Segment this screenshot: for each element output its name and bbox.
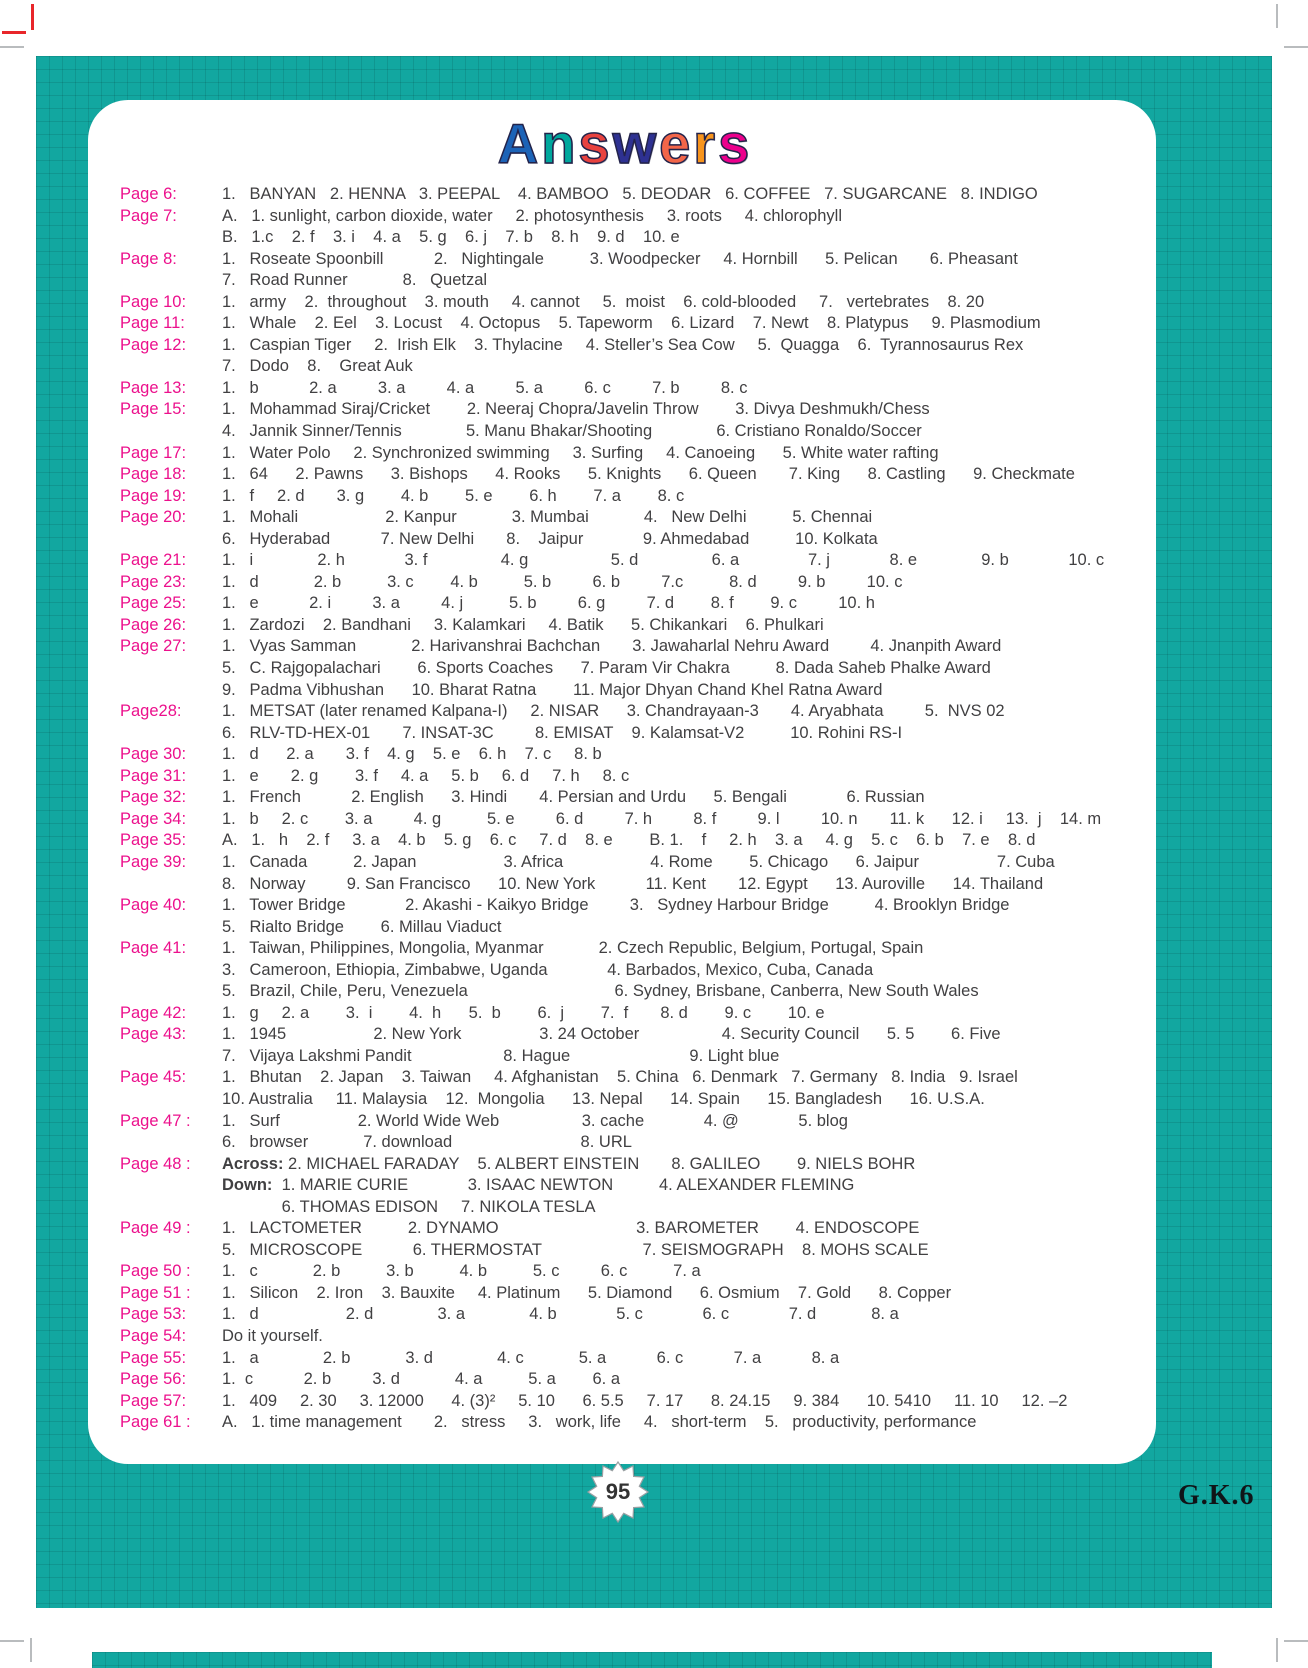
answer-line [222, 723, 1130, 745]
page-label: Page 42: [120, 1003, 187, 1022]
page-label: Page 51 : [120, 1283, 191, 1302]
answer-row [120, 249, 1130, 292]
page-label: Page 20: [120, 508, 187, 527]
answer-row [120, 938, 1130, 1003]
answer-line [222, 981, 1130, 1003]
crop-mark-top-left-h [0, 46, 24, 48]
page-label: Page 43: [120, 1025, 187, 1044]
answer-line [222, 874, 1130, 896]
answer-line-text: 1. METSAT (later renamed Kalpana-I) 2. NISAR 3. Chandrayaan-3 4. Aryabhata 5. NVS 02 [222, 702, 1005, 721]
answer-line [222, 680, 1130, 702]
answer-line [222, 378, 1130, 400]
page-label: Page 10: [120, 292, 187, 311]
answer-row [120, 486, 1130, 508]
answer-line [222, 443, 1130, 465]
page-label: Page 7: [120, 206, 177, 225]
answer-line-text: A. 1. time management 2. stress 3. work, life 4. short-term 5. productivity, performance [222, 1413, 977, 1432]
answer-line-text: A. 1. h 2. f 3. a 4. b 5. g 6. c 7. d 8. e B. 1. f 2. h 3. a 4. g 5. c 6. b 7. e 8. d [222, 831, 1036, 850]
answer-line-text: A. 1. sunlight, carbon dioxide, water 2. photosynthesis 3. roots 4. chlorophyll [222, 206, 842, 225]
answer-line [222, 593, 1130, 615]
answer-row [120, 1003, 1130, 1025]
answer-line-text: 1. LACTOMETER 2. DYNAMO 3. BAROMETER 4. ENDOSCOPE [222, 1219, 920, 1238]
answer-row [120, 1218, 1130, 1261]
answer-line [222, 766, 1130, 788]
answer-row [120, 701, 1130, 744]
answer-line [222, 636, 1130, 658]
page-label: Page 18: [120, 465, 187, 484]
answer-line [222, 421, 1130, 443]
answer-line-text: 4. Jannik Sinner/Tennis 5. Manu Bhakar/Shooting 6. Cristiano Ronaldo/Soccer [222, 422, 922, 441]
page-label: Page 8: [120, 249, 177, 268]
page-label: Page 31: [120, 766, 187, 785]
crop-mark-bottom-right-v [1276, 1638, 1278, 1662]
answer-row [120, 443, 1130, 465]
answer-line-text: 1. French 2. English 3. Hindi 4. Persian and Urdu 5. Bengali 6. Russian [222, 788, 925, 807]
answer-row [120, 313, 1130, 335]
page-label: Page 6: [120, 185, 177, 203]
answer-row [120, 1412, 1130, 1434]
answer-line [222, 1067, 1130, 1089]
page-label: Page 45: [120, 1068, 187, 1087]
answer-line-text: 6. browser 7. download 8. URL [222, 1133, 632, 1152]
answer-line-text: 1. BANYAN 2. HENNA 3. PEEPAL 4. BAMBOO 5. DEODAR 6. COFFEE 7. SUGARCANE 8. INDIGO [222, 185, 1038, 203]
answer-line [222, 206, 1130, 228]
answer-line-text: 7. Road Runner 8. Quetzal [222, 271, 488, 290]
answer-line-text: 1. Bhutan 2. Japan 3. Taiwan 4. Afghanistan 5. China 6. Denmark 7. Germany 8. India 9. Israel [222, 1068, 1018, 1087]
title-letter: e [659, 112, 694, 175]
page-label: Page 11: [120, 314, 185, 333]
answer-line [222, 744, 1130, 766]
page-label: Page 61 : [120, 1413, 191, 1432]
page-label: Page 12: [120, 335, 187, 354]
answer-line-text: Do it yourself. [222, 1326, 323, 1345]
answers-card [88, 100, 1156, 1464]
answer-row [120, 615, 1130, 637]
page-label: Page 21: [120, 551, 187, 570]
answer-line [222, 852, 1130, 874]
title-letter: s [718, 112, 753, 175]
page-label: Page 57: [120, 1391, 187, 1410]
answer-line [222, 1024, 1130, 1046]
book-code: G.K.6 [1178, 1480, 1255, 1511]
crop-mark-red-vertical [31, 4, 34, 30]
answer-line [222, 1046, 1130, 1068]
answer-line [222, 464, 1130, 486]
answer-line-text: 1. MARIE CURIE 3. ISAAC NEWTON 4. ALEXANDER FLEMING [272, 1176, 855, 1195]
page-title [120, 114, 1130, 174]
answer-line-text: 1. Mohammad Siraj/Cricket 2. Neeraj Chopra/Javelin Throw 3. Divya Deshmukh/Chess [222, 400, 930, 419]
answer-line-text: 1. Surf 2. World Wide Web 3. cache 4. @ 5. blog [222, 1111, 848, 1130]
page-label: Page 49 : [120, 1219, 191, 1238]
answer-line [222, 895, 1130, 917]
title-letter: w [612, 112, 660, 175]
page-label: Page 32: [120, 788, 187, 807]
answer-row [120, 292, 1130, 314]
answer-line-text: 5. MICROSCOPE 6. THERMOSTAT 7. SEISMOGRAPH 8. MOHS SCALE [222, 1240, 929, 1259]
page-label: Page 15: [120, 400, 187, 419]
answer-line-text: 1. army 2. throughout 3. mouth 4. cannot 5. moist 6. cold-blooded 7. vertebrates 8. 20 [222, 292, 985, 311]
answer-row [120, 830, 1130, 852]
page-label: Page 55: [120, 1348, 187, 1367]
page-label: Page 47 : [120, 1111, 191, 1130]
page-label: Page28: [120, 702, 182, 721]
page-label: Page 54: [120, 1326, 187, 1345]
answer-line [222, 227, 1130, 249]
answer-line [222, 1391, 1130, 1413]
answer-line [222, 1326, 1130, 1348]
answer-row [120, 507, 1130, 550]
answer-line-text: 6. THOMAS EDISON 7. NIKOLA TESLA [222, 1197, 596, 1216]
page-number-badge [576, 1460, 660, 1526]
answer-row [120, 1304, 1130, 1326]
answer-line [222, 658, 1130, 680]
answer-row [120, 809, 1130, 831]
answer-row [120, 1283, 1130, 1305]
answer-line [222, 615, 1130, 637]
answer-line-text: 1. g 2. a 3. i 4. h 5. b 6. j 7. f 8. d 9. c 10. e [222, 1003, 825, 1022]
page-label: Page 40: [120, 896, 187, 915]
page-label: Page 39: [120, 852, 187, 871]
answer-line [222, 1111, 1130, 1133]
answer-line-text: 1. i 2. h 3. f 4. g 5. d 6. a 7. j 8. e 9. b 10. c [222, 551, 1105, 570]
answer-row [120, 1391, 1130, 1413]
answer-line-bold-prefix: Down: [222, 1176, 273, 1195]
answer-row [120, 399, 1130, 442]
answer-line [222, 1348, 1130, 1370]
answer-row [120, 1024, 1130, 1067]
answer-line-text: 1. f 2. d 3. g 4. b 5. e 6. h 7. a 8. c [222, 486, 685, 505]
answer-line-text: 1. 64 2. Pawns 3. Bishops 4. Rooks 5. Knights 6. Queen 7. King 8. Castling 9. Checkmate [222, 465, 1075, 484]
answer-line-text: 6. RLV-TD-HEX-01 7. INSAT-3C 8. EMISAT 9. Kalamsat-V2 10. Rohini RS-I [222, 723, 903, 742]
answer-line [222, 1304, 1130, 1326]
page-number: 95 [605, 1479, 631, 1504]
answer-line-text: 7. Vijaya Lakshmi Pandit 8. Hague 9. Light blue [222, 1046, 780, 1065]
answer-row [120, 378, 1130, 400]
page-label: Page 53: [120, 1305, 187, 1324]
answer-line [222, 507, 1130, 529]
answer-line [222, 830, 1130, 852]
answer-line [222, 787, 1130, 809]
answer-line-text: B. 1.c 2. f 3. i 4. a 5. g 6. j 7. b 8. h 9. d 10. e [222, 228, 680, 247]
page-label: Page 27: [120, 637, 187, 656]
answer-line-text: 5. Rialto Bridge 6. Millau Viaduct [222, 917, 502, 936]
crop-mark-top-right-v [1276, 4, 1278, 28]
crop-mark-red-horizontal [2, 31, 26, 34]
page-label: Page 56: [120, 1370, 187, 1389]
answer-line-text: 1. d 2. a 3. f 4. g 5. e 6. h 7. c 8. b [222, 745, 602, 764]
answer-line-text: 9. Padma Vibhushan 10. Bharat Ratna 11. Major Dhyan Chand Khel Ratna Award [222, 680, 883, 699]
answer-row [120, 335, 1130, 378]
answer-line-text: 1. Taiwan, Philippines, Mongolia, Myanmar 2. Czech Republic, Belgium, Portugal, Spain [222, 939, 924, 958]
answer-line-text: 6. Hyderabad 7. New Delhi 8. Jaipur 9. Ahmedabad 10. Kolkata [222, 529, 878, 548]
answer-line-text: 1. e 2. g 3. f 4. a 5. b 6. d 7. h 8. c [222, 766, 630, 785]
crop-mark-bottom-right-h [1284, 1640, 1308, 1642]
answer-line-text: 1. Canada 2. Japan 3. Africa 4. Rome 5. Chicago 6. Jaipur 7. Cuba [222, 852, 1055, 871]
answer-line-text: 1. Roseate Spoonbill 2. Nightingale 3. Woodpecker 4. Hornbill 5. Pelican 6. Pheasant [222, 249, 1018, 268]
answer-row [120, 636, 1130, 701]
answer-line [222, 1412, 1130, 1434]
answers-list [120, 184, 1130, 1434]
answer-line [222, 486, 1130, 508]
answer-line [222, 1089, 1130, 1111]
answer-line-text: 1. d 2. d 3. a 4. b 5. c 6. c 7. d 8. a [222, 1305, 899, 1324]
answer-line [222, 1369, 1130, 1391]
answer-row [120, 184, 1130, 206]
answer-row [120, 206, 1130, 249]
answer-row [120, 1261, 1130, 1283]
page-label: Page 34: [120, 809, 187, 828]
page-label: Page 17: [120, 443, 187, 462]
answer-row [120, 895, 1130, 938]
page-label: Page 23: [120, 572, 187, 591]
answer-row [120, 1369, 1130, 1391]
answer-line [222, 938, 1130, 960]
answer-row [120, 744, 1130, 766]
title-letter: r [693, 112, 719, 175]
answer-row [120, 1067, 1130, 1110]
answer-line [222, 1218, 1130, 1240]
answer-line [222, 1132, 1130, 1154]
answer-line-text: 1. Whale 2. Eel 3. Locust 4. Octopus 5. Tapeworm 6. Lizard 7. Newt 8. Platypus 9. Plasmodium [222, 314, 1041, 333]
answer-row [120, 550, 1130, 572]
answer-line [222, 184, 1130, 206]
answer-line-text: 1. 1945 2. New York 3. 24 October 4. Security Council 5. 5 6. Five [222, 1025, 1001, 1044]
answer-line-text: 1. 409 2. 30 3. 12000 4. (3)² 5. 10 6. 5.5 7. 17 8. 24.15 9. 384 10. 5410 11. 10 12. –2 [222, 1391, 1068, 1410]
answer-row [120, 572, 1130, 594]
answer-row [120, 787, 1130, 809]
answer-row [120, 464, 1130, 486]
answer-line [222, 701, 1130, 723]
answer-line-text: 2. MICHAEL FARADAY 5. ALBERT EINSTEIN 8. GALILEO 9. NIELS BOHR [283, 1154, 916, 1173]
answer-row [120, 1154, 1130, 1219]
answer-line [222, 399, 1130, 421]
answer-line-text: 1. d 2. b 3. c 4. b 5. b 6. b 7.c 8. d 9. b 10. c [222, 572, 903, 591]
answer-row [120, 852, 1130, 895]
answer-line-text: 1. c 2. b 3. d 4. a 5. a 6. a [222, 1370, 620, 1389]
page-label: Page 19: [120, 486, 187, 505]
crop-mark-top-right-h [1284, 46, 1308, 48]
answer-line-text: 1. b 2. c 3. a 4. g 5. e 6. d 7. h 8. f 9. l 10. n 11. k 12. i 13. j 14. m [222, 809, 1102, 828]
answer-line [222, 1003, 1130, 1025]
answer-line-text: 1. Caspian Tiger 2. Irish Elk 3. Thylacine 4. Steller’s Sea Cow 5. Quagga 6. Tyrannosaurus Rex [222, 335, 1024, 354]
answer-row [120, 1326, 1130, 1348]
page-label: Page 13: [120, 378, 187, 397]
answer-line [222, 529, 1130, 551]
answer-line-text: 1. Tower Bridge 2. Akashi - Kaikyo Bridge 3. Sydney Harbour Bridge 4. Brooklyn Bridge [222, 896, 1010, 915]
answer-line [222, 1154, 1130, 1176]
title-letter: n [541, 112, 579, 175]
crop-mark-bottom-left-v [30, 1638, 32, 1662]
answer-line [222, 809, 1130, 831]
answer-line [222, 1175, 1130, 1197]
answer-line [222, 292, 1130, 314]
page-label: Page 35: [120, 831, 187, 850]
answer-line-text: 7. Dodo 8. Great Auk [222, 357, 413, 376]
answer-line-text: 3. Cameroon, Ethiopia, Zimbabwe, Uganda 4. Barbados, Mexico, Cuba, Canada [222, 960, 874, 979]
page-label: Page 41: [120, 939, 187, 958]
answer-line [222, 1197, 1130, 1219]
title-letter: s [578, 112, 613, 175]
answer-line-bold-prefix: Across: [222, 1154, 284, 1173]
answer-line-text: 5. Brazil, Chile, Peru, Venezuela 6. Sydney, Brisbane, Canberra, New South Wales [222, 982, 979, 1001]
answer-line [222, 1261, 1130, 1283]
answer-line-text: 1. Water Polo 2. Synchronized swimming 3. Surfing 4. Canoeing 5. White water rafting [222, 443, 939, 462]
answer-line-text: 1. Zardozi 2. Bandhani 3. Kalamkari 4. Batik 5. Chikankari 6. Phulkari [222, 615, 824, 634]
page-label: Page 48 : [120, 1154, 191, 1173]
answer-row [120, 1111, 1130, 1154]
page-label: Page 26: [120, 615, 187, 634]
answer-line-text: 1. e 2. i 3. a 4. j 5. b 6. g 7. d 8. f 9. c 10. h [222, 594, 875, 613]
answer-line-text: 5. C. Rajgopalachari 6. Sports Coaches 7. Param Vir Chakra 8. Dada Saheb Phalke Award [222, 659, 991, 678]
answer-line [222, 313, 1130, 335]
page-label: Page 25: [120, 594, 187, 613]
answer-line-text: 1. b 2. a 3. a 4. a 5. a 6. c 7. b 8. c [222, 378, 748, 397]
page-label: Page 50 : [120, 1262, 191, 1281]
answer-line [222, 960, 1130, 982]
answer-line [222, 356, 1130, 378]
answer-line-text: 1. Vyas Samman 2. Harivanshrai Bachchan 3. Jawaharlal Nehru Award 4. Jnanpith Award [222, 637, 1002, 656]
answer-line-text: 8. Norway 9. San Francisco 10. New York 11. Kent 12. Egypt 13. Auroville 14. Thailand [222, 874, 1044, 893]
answer-line [222, 550, 1130, 572]
answer-line-text: 1. a 2. b 3. d 4. c 5. a 6. c 7. a 8. a [222, 1348, 840, 1367]
answer-line [222, 917, 1130, 939]
answer-line [222, 1283, 1130, 1305]
answer-line-text: 10. Australia 11. Malaysia 12. Mongolia 13. Nepal 14. Spain 15. Bangladesh 16. U.S.A. [222, 1089, 985, 1108]
answer-line [222, 572, 1130, 594]
next-page-edge [92, 1652, 1212, 1668]
answer-line [222, 335, 1130, 357]
crop-mark-bottom-left-h [0, 1640, 24, 1642]
answer-line-text: 1. c 2. b 3. b 4. b 5. c 6. c 7. a [222, 1262, 701, 1281]
answer-row [120, 766, 1130, 788]
answer-line [222, 249, 1130, 271]
answer-row [120, 1348, 1130, 1370]
title-letter: A [497, 112, 542, 175]
answer-line-text: 1. Mohali 2. Kanpur 3. Mumbai 4. New Delhi 5. Chennai [222, 508, 873, 527]
answer-row [120, 593, 1130, 615]
page-label: Page 30: [120, 745, 187, 764]
answer-line [222, 270, 1130, 292]
answer-line [222, 1240, 1130, 1262]
answer-line-text: 1. Silicon 2. Iron 3. Bauxite 4. Platinum 5. Diamond 6. Osmium 7. Gold 8. Copper [222, 1283, 952, 1302]
